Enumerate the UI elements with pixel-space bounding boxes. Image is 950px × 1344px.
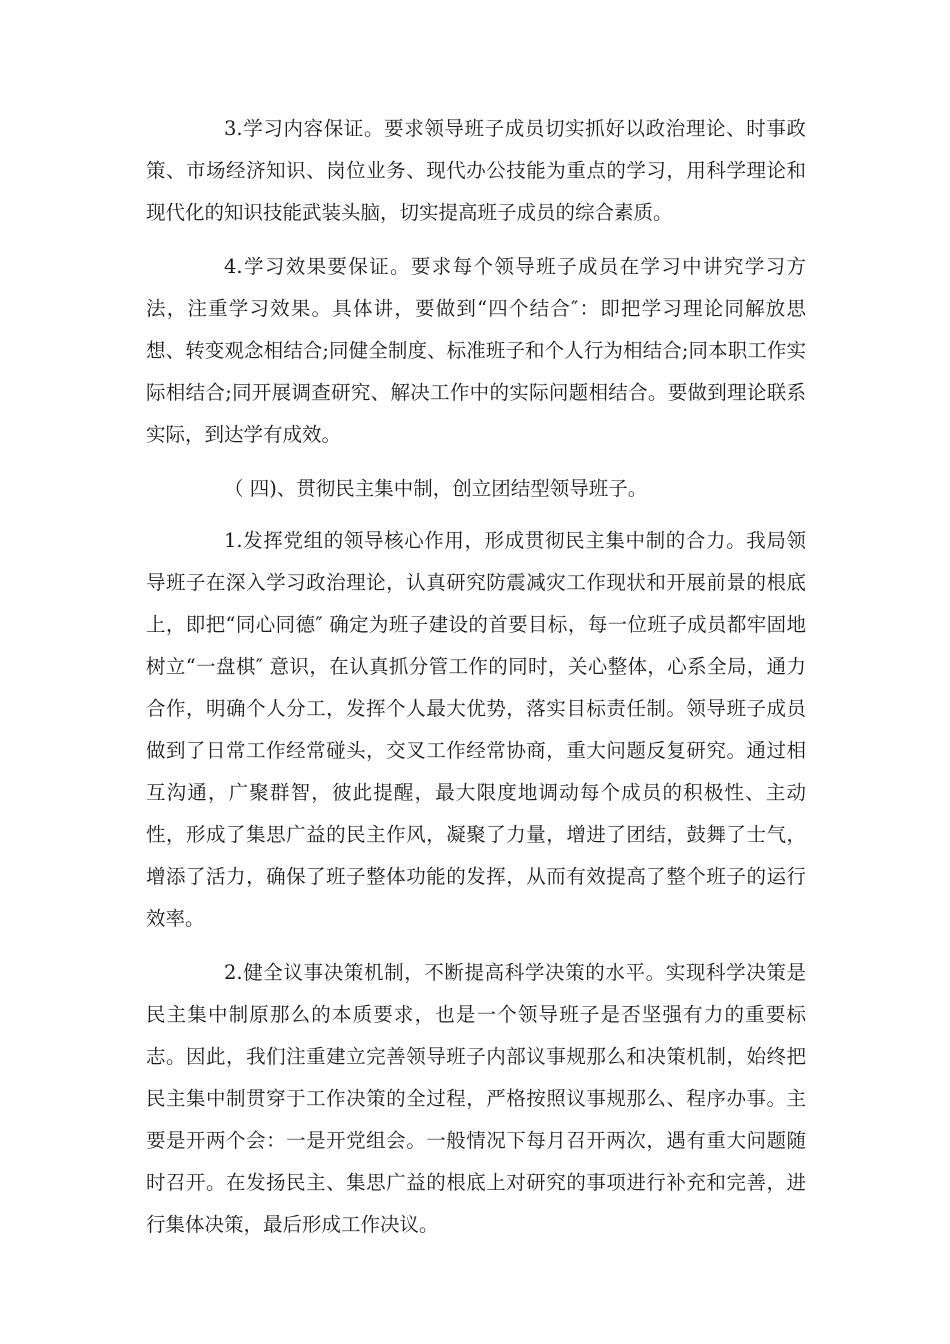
section-heading-democratic-centralism: （ 四)、贯彻民主集中制，创立团结型领导班子。 — [224, 477, 648, 500]
paragraph-study-effect: 4.学习效果要保证。要求每个领导班子成员在学习中讲究学习方法，注重学习效果。具体讲，要做到“四个结合″：即把学习理论同解放思想、转变观念相结合;同健全制度、标准班子和个人行为相结合;同本职工作实际相结合;同开展调查研究、解决工作中的实际问题相结合。要做到理论联系实际，到达学有成效。 — [146, 255, 806, 446]
paragraph-party-leadership: 1.发挥党组的领导核心作用，形成贯彻民主集中制的合力。我局领导班子在深入学习政治理论，认真研究防震减灾工作现状和开展前景的根底上，即把“同心同德″ 确定为班子建设的首要目标，每一位班子成员都牢固地树立“一盘棋″ 意识，在认真抓分管工作的同时，关心整体，心系全局，通力合作，明确个人分工，发挥个人最大优势，落实目标责任制。领导班子成员做到了日常工作经常碰头，交叉工作经常协商，重大问题反复研究。通过相互沟通，广聚群智，彼此提醒，最大限度地调动每个成员的积极性、主动性，形成了集思广益的民主作风，凝聚了力量，增进了团结，鼓舞了士气，增添了活力，确保了班子整体功能的发挥，从而有效提高了整个班子的运行效率。 — [146, 529, 806, 930]
paragraph-study-content: 3.学习内容保证。要求领导班子成员切实抓好以政治理论、时事政策、市场经济知识、岗位业务、现代办公技能为重点的学习，用科学理论和现代化的知识技能武装头脑，切实提高班子成员的综合素质。 — [146, 117, 806, 224]
paragraph-decision-mechanism: 2.健全议事决策机制，不断提高科学决策的水平。实现科学决策是民主集中制原那么的本质要求，也是一个领导班子是否坚强有力的重要标志。因此，我们注重建立完善领导班子内部议事规那么和决策机制，始终把民主集中制贯穿于工作决策的全过程，严格按照议事规那么、程序办事。主要是开两个会：一是开党组会。一般情况下每月召开两次，遇有重大问题随时召开。在发扬民主、集思广益的根底上对研究的事项进行补充和完善，进行集体决策，最后形成工作决议。 — [146, 961, 806, 1236]
document-body — [146, 108, 806, 1258]
